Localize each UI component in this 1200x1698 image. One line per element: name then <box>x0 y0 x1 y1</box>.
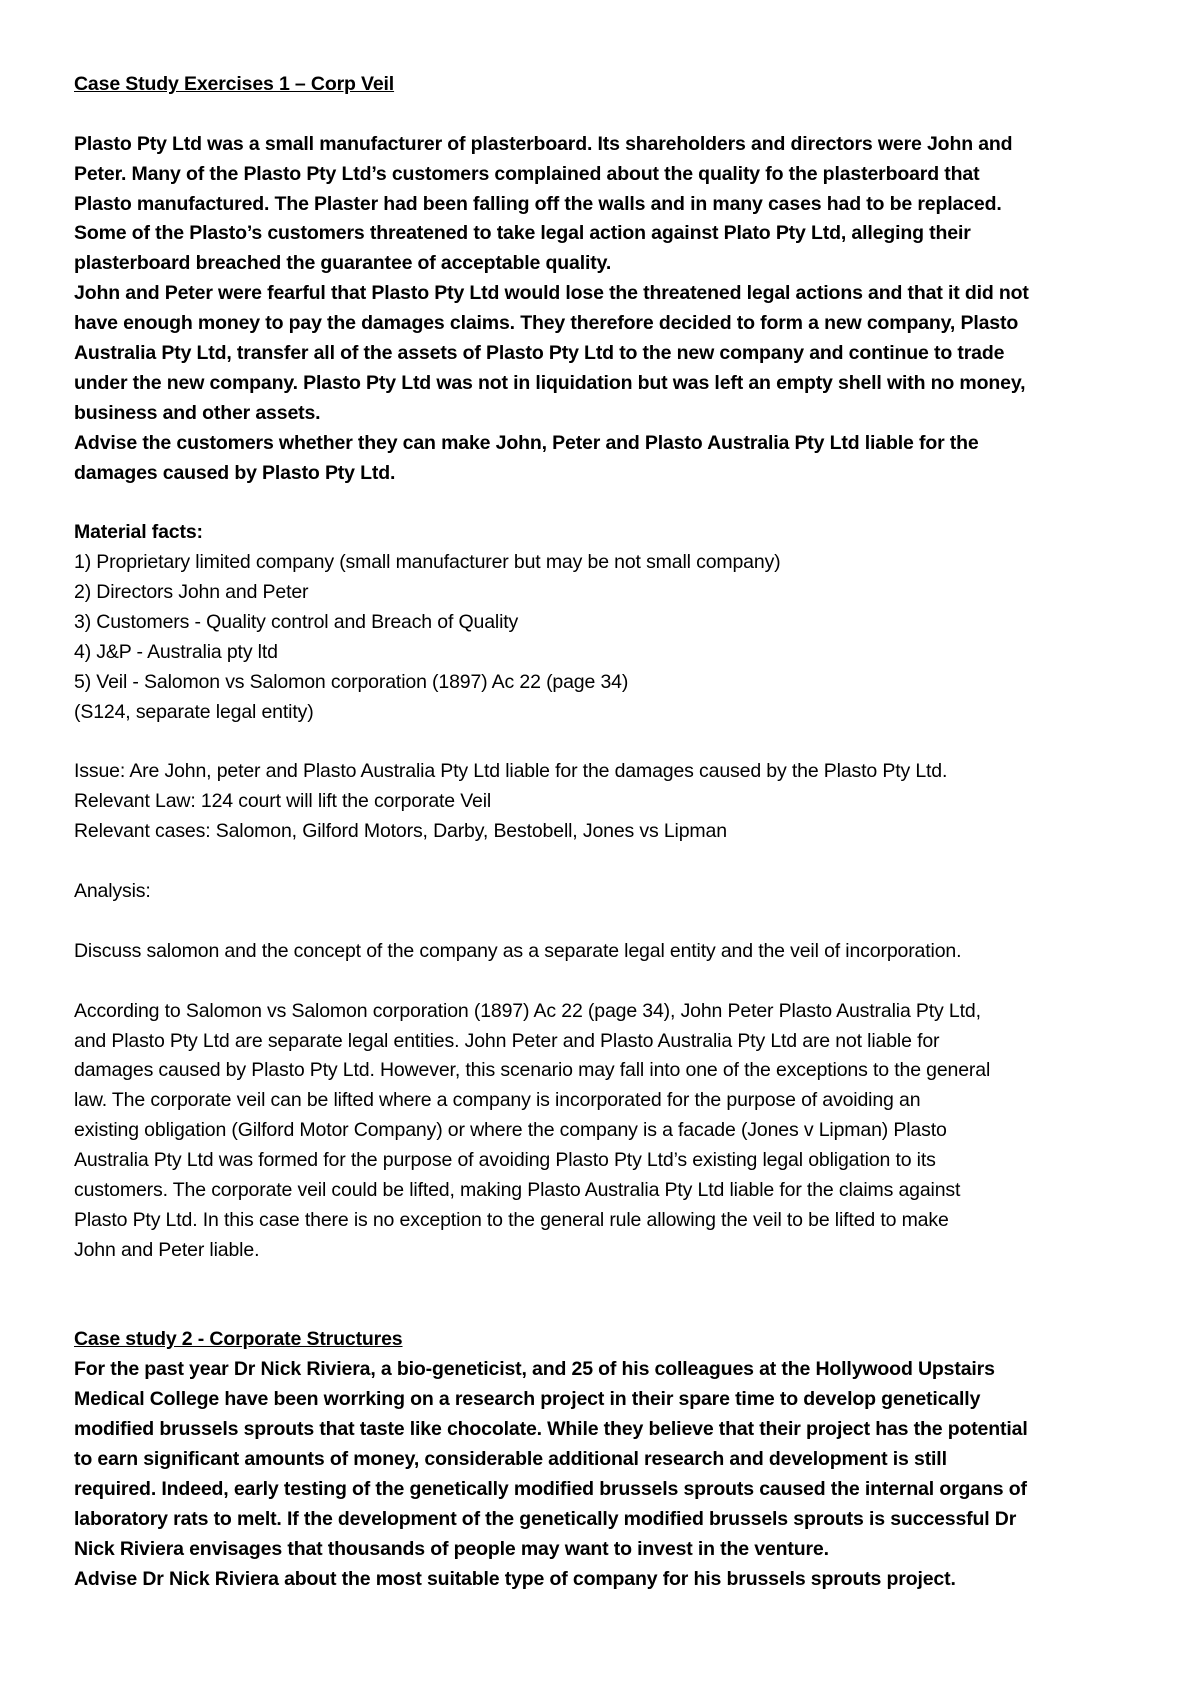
case1-intro-line: Plasto manufactured. The Plaster had been falling off the walls and in many cases had to be replaced. <box>74 192 1002 215</box>
case1-intro-line: John and Peter were fearful that Plasto Pty Ltd would lose the threatened legal actions and that it did not <box>74 282 1029 305</box>
case1-intro-line: Plasto Pty Ltd was a small manufacturer of plasterboard. Its shareholders and directors were John and <box>74 132 1013 155</box>
analysis-line: John and Peter liable. <box>74 1238 260 1261</box>
analysis-line: Australia Pty Ltd was formed for the purpose of avoiding Plasto Pty Ltd’s existing legal obligation to its <box>74 1149 936 1172</box>
material-facts-heading: Material facts: <box>74 521 203 544</box>
spacer <box>74 847 1144 877</box>
material-fact-item: 2) Directors John and Peter <box>74 581 309 604</box>
case1-intro-line: Peter. Many of the Plasto Pty Ltd’s customers complained about the quality fo the plasterboard that <box>74 162 980 185</box>
spacer <box>74 967 1144 997</box>
material-fact-item: 1) Proprietary limited company (small manufacturer but may be not small company) <box>74 551 781 574</box>
issue-line: Issue: Are John, peter and Plasto Australia Pty Ltd liable for the damages caused by the Plasto Pty Ltd. <box>74 760 948 783</box>
analysis-line: damages caused by Plasto Pty Ltd. However, this scenario may fall into one of the exceptions to the general <box>74 1059 991 1082</box>
case2-body-line: Medical College have been worrking on a research project in their spare time to develop genetically <box>74 1388 981 1411</box>
spacer <box>74 1296 1144 1326</box>
case2-body-line: to earn significant amounts of money, considerable additional research and development is still <box>74 1447 947 1470</box>
spacer <box>74 488 1144 518</box>
analysis-line: customers. The corporate veil could be lifted, making Plasto Australia Pty Ltd liable for the claims against <box>74 1178 961 1201</box>
case1-intro-line: business and other assets. <box>74 401 321 424</box>
material-fact-item: 3) Customers - Quality control and Breach of Quality <box>74 611 519 634</box>
case2-body-line: laboratory rats to melt. If the development of the genetically modified brussels sprouts is successful Dr <box>74 1507 1017 1530</box>
material-fact-item: (S124, separate legal entity) <box>74 700 314 723</box>
analysis-line: law. The corporate veil can be lifted where a company is incorporated for the purpose of avoiding an <box>74 1089 921 1112</box>
analysis-line: Plasto Pty Ltd. In this case there is no exception to the general rule allowing the veil to be lifted to make <box>74 1208 949 1231</box>
analysis-line: existing obligation (Gilford Motor Company) or where the company is a facade (Jones v Lipman) Plasto <box>74 1119 947 1142</box>
case1-intro-line: under the new company. Plasto Pty Ltd was not in liquidation but was left an empty shell with no money, <box>74 371 1026 394</box>
relevant-cases-line: Relevant cases: Salomon, Gilford Motors, Darby, Bestobell, Jones vs Lipman <box>74 820 727 843</box>
case1-intro-line: Advise the customers whether they can make John, Peter and Plasto Australia Pty Ltd liable for the <box>74 431 979 454</box>
case2-body-line: For the past year Dr Nick Riviera, a bio-geneticist, and 25 of his colleagues at the Hollywood Upstairs <box>74 1358 995 1381</box>
case1-intro-line: Some of the Plasto’s customers threatened to take legal action against Plato Pty Ltd, alleging their <box>74 222 971 245</box>
case2-body-line: required. Indeed, early testing of the genetically modified brussels sprouts caused the internal organs of <box>74 1477 1027 1500</box>
material-fact-item: 5) Veil - Salomon vs Salomon corporation (1897) Ac 22 (page 34) <box>74 670 629 693</box>
case1-heading: Case Study Exercises 1 – Corp Veil <box>74 73 395 95</box>
case2-body-line: modified brussels sprouts that taste like chocolate. While they believe that their project has the potential <box>74 1418 1028 1441</box>
analysis-line: and Plasto Pty Ltd are separate legal entities. John Peter and Plasto Australia Pty Ltd are not liable for <box>74 1029 940 1052</box>
case2-heading: Case study 2 - Corporate Structures <box>74 1328 403 1351</box>
document-page <box>74 70 1144 1594</box>
analysis-line: According to Salomon vs Salomon corporation (1897) Ac 22 (page 34), John Peter Plasto Australia Pty Ltd, <box>74 999 981 1022</box>
spacer <box>74 907 1144 937</box>
relevant-law-line: Relevant Law: 124 court will lift the corporate Veil <box>74 790 492 813</box>
case2-body-line: Nick Riviera envisages that thousands of people may want to invest in the venture. <box>74 1537 829 1560</box>
material-fact-item: 4) J&P - Australia pty ltd <box>74 640 278 663</box>
spacer <box>74 100 1144 130</box>
spacer <box>74 728 1144 758</box>
discuss-line: Discuss salomon and the concept of the company as a separate legal entity and the veil of incorporation. <box>74 939 962 962</box>
spacer <box>74 1266 1144 1296</box>
case1-intro-line: damages caused by Plasto Pty Ltd. <box>74 461 396 484</box>
case1-intro-line: Australia Pty Ltd, transfer all of the assets of Plasto Pty Ltd to the new company and continue to trade <box>74 342 1005 365</box>
case2-body-line: Advise Dr Nick Riviera about the most suitable type of company for his brussels sprouts project. <box>74 1567 956 1590</box>
analysis-heading: Analysis: <box>74 880 151 903</box>
case1-intro-line: plasterboard breached the guarantee of acceptable quality. <box>74 252 612 275</box>
case1-intro-line: have enough money to pay the damages claims. They therefore decided to form a new company, Plasto <box>74 312 1019 335</box>
